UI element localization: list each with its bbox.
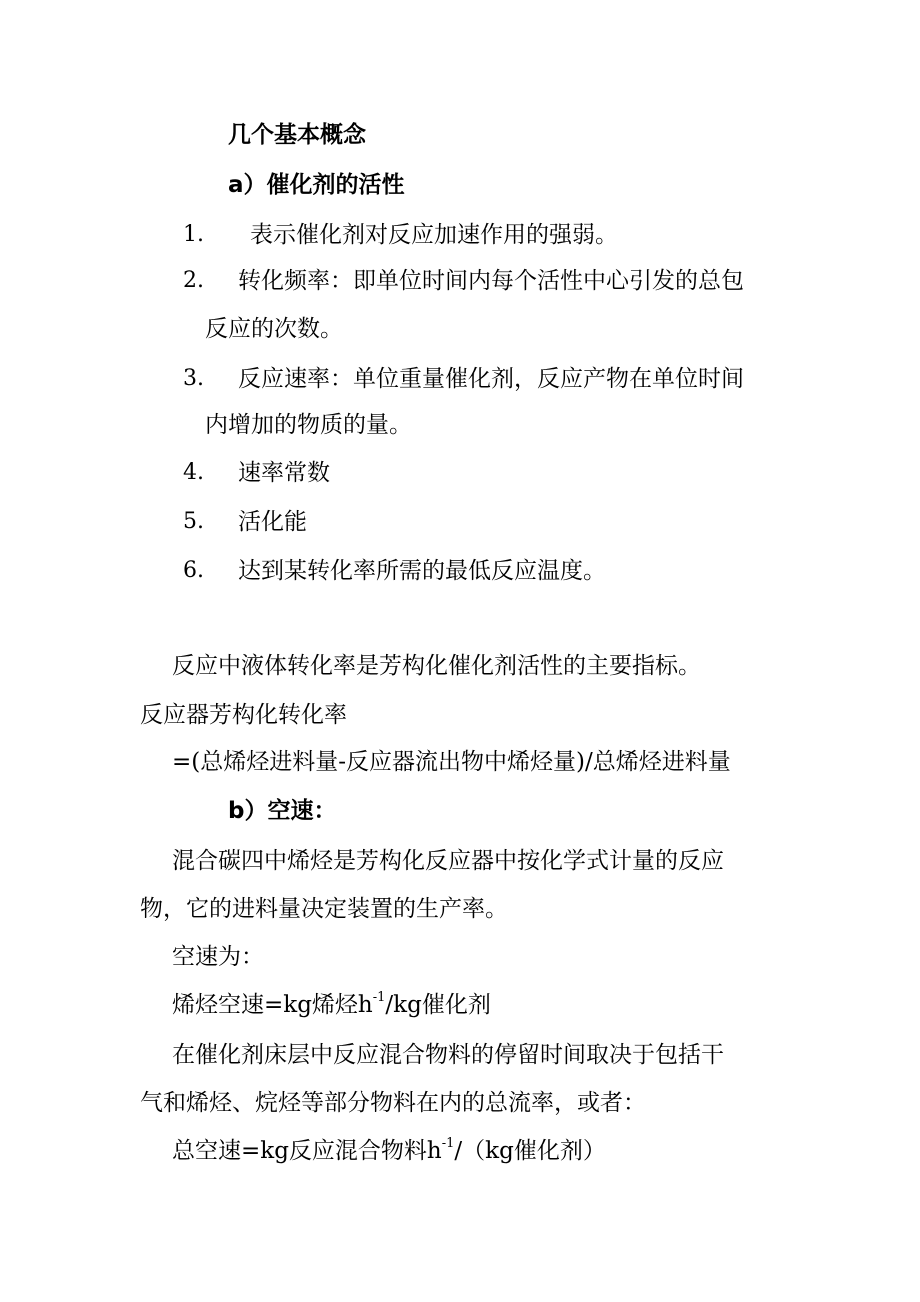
paragraph-2: 反应器芳构化转化率 [140,702,347,728]
item-2-text: 转化频率：即单位时间内每个活性中心引发的总包 [238,268,744,294]
paragraph-5-line-1: 在催化剂床层中反应混合物料的停留时间取决于包括干 [172,1042,724,1068]
item-4-number: 4. [183,460,204,485]
formula-2-part-b: /kg催化剂 [385,992,491,1018]
item-5-text: 活化能 [238,509,307,535]
formula-conversion: =(总烯烃进料量-反应器流出物中烯烃量)/总烯烃进料量 [172,749,731,775]
item-1-number: 1. [183,222,204,247]
formula-2-part-a: 烯烃空速=kg烯烃h [172,992,373,1018]
paragraph-3-line-2: 物，它的进料量决定装置的生产率。 [140,896,508,922]
paragraph-1: 反应中液体转化率是芳构化催化剂活性的主要指标。 [172,653,701,679]
item-6-text: 达到某转化率所需的最低反应温度。 [238,558,606,584]
section-a-title: a）催化剂的活性 [228,172,405,198]
formula-3-part-a: 总空速=kg反应混合物料h [172,1138,442,1164]
item-3-text: 反应速率：单位重量催化剂，反应产物在单位时间 [238,366,744,392]
item-3-number: 3. [183,366,204,391]
paragraph-4: 空速为： [172,944,264,970]
item-2-number: 2. [183,268,204,293]
section-b-title: b）空速： [228,798,337,824]
heading: 几个基本概念 [228,122,366,148]
paragraph-5-line-2: 气和烯烃、烷烃等部分物料在内的总流率，或者： [140,1090,646,1116]
formula-total-space-velocity [172,1136,606,1166]
item-5-number: 5. [183,509,204,534]
formula-2-superscript: -1 [372,990,386,1006]
item-3-continuation: 内增加的物质的量。 [205,412,412,438]
item-2-continuation: 反应的次数。 [205,316,343,342]
formula-olefin-space-velocity [172,990,491,1020]
item-4-text: 速率常数 [238,460,330,486]
formula-3-superscript: -1 [441,1136,455,1152]
item-1-text: 表示催化剂对反应加速作用的强弱。 [250,222,618,248]
formula-3-part-b: /（kg催化剂） [454,1138,606,1164]
paragraph-3-line-1: 混合碳四中烯烃是芳构化反应器中按化学式计量的反应 [172,848,724,874]
item-6-number: 6. [183,558,204,583]
